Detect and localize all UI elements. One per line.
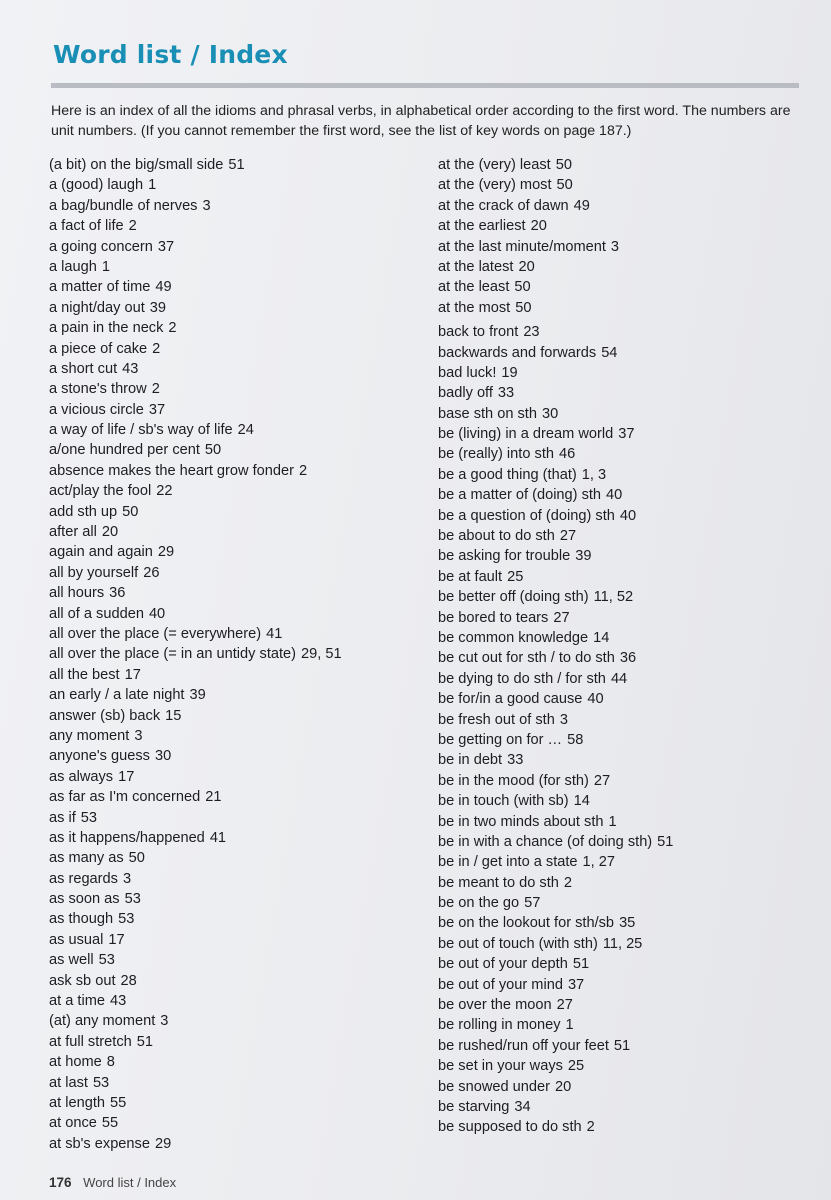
entry-phrase: all of a sudden [49, 605, 144, 622]
entry-phrase: a night/day out [49, 299, 145, 316]
entry-unit-numbers: 26 [143, 564, 160, 581]
index-entry [438, 257, 808, 277]
entry-unit-numbers: 57 [524, 895, 541, 912]
page-title: Word list / Index [53, 40, 288, 69]
entry-unit-numbers: 17 [118, 768, 135, 785]
index-entry [49, 1011, 419, 1031]
entry-phrase: be rolling in money [438, 1017, 561, 1034]
entry-unit-numbers: 3 [134, 727, 143, 744]
index-entry [49, 175, 419, 195]
entry-unit-numbers: 50 [204, 442, 222, 459]
entry-phrase: ask sb out [49, 972, 116, 989]
entry-phrase: be fresh out of sth [438, 711, 555, 728]
entry-phrase: a short cut [49, 360, 118, 377]
entry-unit-numbers: 2 [563, 874, 573, 891]
entry-phrase: a matter of time [49, 279, 151, 296]
entry-phrase: a piece of cake [49, 340, 148, 357]
entry-phrase: be out of your depth [438, 956, 568, 973]
entry-phrase: (at) any moment [49, 1013, 156, 1030]
entry-unit-numbers: 43 [109, 993, 127, 1010]
entry-phrase: be dying to do sth / for sth [438, 670, 606, 687]
entry-phrase: base sth on sth [438, 405, 537, 422]
entry-phrase: at the last minute/moment [438, 238, 606, 255]
entry-unit-numbers: 3 [122, 870, 132, 887]
entry-unit-numbers: 41 [266, 625, 283, 642]
entry-unit-numbers: 49 [573, 197, 590, 214]
index-entry [49, 971, 419, 991]
index-entry [49, 808, 419, 828]
entry-unit-numbers: 20 [101, 524, 119, 541]
index-entry [49, 461, 419, 481]
index-entry [49, 237, 419, 257]
index-entry [438, 567, 808, 587]
index-entry [49, 624, 419, 644]
entry-phrase: be set in your ways [438, 1058, 563, 1075]
entry-unit-numbers: 21 [205, 789, 222, 806]
index-entry [438, 1056, 808, 1076]
entry-unit-numbers: 51 [228, 157, 245, 173]
entry-unit-numbers: 2 [586, 1119, 595, 1136]
index-entry [49, 196, 419, 216]
entry-phrase: be in two minds about sth [438, 813, 604, 830]
entry-phrase: be for/in a good cause [438, 691, 583, 708]
entry-phrase: back to front [438, 324, 519, 341]
index-entry [49, 889, 419, 909]
index-entry [438, 465, 808, 485]
entry-phrase: as always [49, 768, 114, 785]
entry-unit-numbers: 1 [148, 177, 157, 194]
entry-unit-numbers: 28 [120, 972, 137, 989]
index-entry [49, 298, 419, 318]
entry-unit-numbers: 1 [565, 1017, 574, 1034]
index-entry [438, 506, 808, 526]
page-number: 176 [49, 1175, 72, 1190]
entry-phrase: backwards and forwards [438, 344, 597, 361]
entry-phrase: be cut out for sth / to do sth [438, 650, 615, 667]
entry-unit-numbers: 1, 3 [581, 466, 607, 483]
entry-unit-numbers: 54 [601, 344, 618, 361]
index-entry [49, 155, 419, 175]
entry-phrase: at home [49, 1054, 102, 1071]
index-entry [49, 257, 419, 277]
entry-unit-numbers: 20 [554, 1078, 572, 1095]
entry-unit-numbers: 25 [507, 568, 524, 585]
index-entry [438, 1117, 808, 1137]
entry-phrase: be bored to tears [438, 609, 549, 626]
index-entry [438, 587, 808, 607]
index-entry [438, 750, 808, 770]
entry-unit-numbers: 14 [593, 629, 610, 646]
index-entry [49, 420, 419, 440]
entry-phrase: be a question of (doing) sth [438, 507, 615, 524]
entry-phrase: a bag/bundle of nerves [49, 197, 198, 214]
entry-phrase: at the earliest [438, 218, 526, 235]
entry-unit-numbers: 8 [106, 1054, 115, 1071]
entry-unit-numbers: 33 [507, 752, 524, 769]
index-entry [438, 216, 808, 236]
index-entry [49, 746, 419, 766]
index-entry [438, 196, 808, 216]
index-entry [49, 522, 419, 542]
entry-unit-numbers: 3 [559, 711, 568, 728]
entry-unit-numbers: 51 [572, 956, 590, 973]
index-entry [438, 812, 808, 832]
entry-unit-numbers: 2 [299, 462, 308, 479]
index-entry [438, 546, 808, 566]
index-entry [49, 1073, 419, 1093]
entry-unit-numbers: 3 [610, 238, 620, 255]
index-entry [438, 934, 808, 954]
index-entry [438, 424, 808, 444]
entry-unit-numbers: 50 [122, 503, 139, 520]
entry-phrase: be a matter of (doing) sth [438, 487, 602, 504]
entry-phrase: again and again [49, 544, 153, 561]
entry-unit-numbers: 55 [110, 1094, 127, 1111]
index-entry [438, 975, 808, 995]
index-entry [49, 1052, 419, 1072]
index-entry [49, 787, 419, 807]
index-entry [438, 1097, 808, 1117]
entry-phrase: a going concern [49, 238, 153, 255]
index-entry [49, 909, 419, 929]
index-entry [49, 339, 419, 359]
entry-unit-numbers: 37 [567, 976, 585, 993]
entry-phrase: a fact of life [49, 218, 124, 235]
entry-unit-numbers: 40 [606, 487, 623, 504]
index-entry [438, 1036, 808, 1056]
index-entry [438, 237, 808, 257]
entry-unit-numbers: 17 [108, 931, 125, 948]
entry-unit-numbers: 39 [189, 687, 206, 704]
index-entry [438, 954, 808, 974]
entry-unit-numbers: 1 [101, 258, 111, 275]
entry-unit-numbers: 20 [518, 258, 535, 275]
entry-phrase: be on the go [438, 895, 520, 912]
entry-unit-numbers: 24 [237, 422, 254, 439]
index-entry [438, 1015, 808, 1035]
entry-phrase: be at fault [438, 568, 503, 585]
entry-unit-numbers: 2 [168, 320, 177, 337]
entry-unit-numbers: 27 [553, 609, 570, 626]
index-entry [438, 363, 808, 383]
entry-phrase: be snowed under [438, 1078, 550, 1095]
entry-phrase: be common knowledge [438, 629, 589, 646]
index-entry [49, 359, 419, 379]
entry-phrase: as many as [49, 850, 124, 867]
entry-phrase: be in with a chance (of doing sth) [438, 833, 653, 850]
entry-phrase: be getting on for … [438, 731, 563, 748]
entry-unit-numbers: 37 [618, 426, 635, 443]
entry-unit-numbers: 50 [514, 279, 531, 296]
index-entry [49, 318, 419, 338]
index-entry [438, 404, 808, 424]
entry-phrase: all hours [49, 585, 105, 602]
entry-phrase: any moment [49, 727, 130, 744]
entry-phrase: a vicious circle [49, 401, 144, 418]
index-entry [49, 379, 419, 399]
entry-unit-numbers: 22 [156, 483, 173, 500]
entry-unit-numbers: 50 [515, 299, 532, 316]
entry-unit-numbers: 19 [501, 364, 518, 381]
entry-phrase: be in / get into a state [438, 854, 578, 871]
index-entry [49, 767, 419, 787]
entry-unit-numbers: 58 [567, 731, 584, 748]
entry-unit-numbers: 17 [124, 666, 141, 683]
index-entry [438, 1077, 808, 1097]
index-entry [438, 277, 808, 297]
index-entry [49, 542, 419, 562]
entry-phrase: as far as I'm concerned [49, 789, 201, 806]
entry-phrase: at the least [438, 279, 510, 296]
entry-phrase: at the (very) least [438, 157, 551, 173]
entry-phrase: be meant to do sth [438, 874, 559, 891]
entry-unit-numbers: 29 [157, 544, 175, 561]
index-entry [438, 608, 808, 628]
entry-phrase: at last [49, 1074, 88, 1091]
entry-unit-numbers: 27 [593, 772, 611, 789]
entry-unit-numbers: 53 [92, 1074, 110, 1091]
entry-unit-numbers: 29, 51 [301, 646, 342, 663]
footer-section-title: Word list / Index [83, 1175, 177, 1190]
entry-unit-numbers: 11, 25 [602, 935, 643, 952]
index-entry [49, 1134, 419, 1154]
entry-phrase: as though [49, 911, 114, 928]
index-column-right [438, 155, 808, 1138]
index-entry [438, 669, 808, 689]
entry-phrase: as soon as [49, 891, 120, 908]
entry-phrase: (a bit) on the big/small side [49, 157, 224, 173]
entry-unit-numbers: 53 [124, 891, 141, 908]
entry-phrase: all over the place (= in an untidy state) [49, 646, 297, 663]
entry-phrase: add sth up [49, 503, 118, 520]
index-entry [438, 648, 808, 668]
index-entry [49, 277, 419, 297]
index-entry [438, 913, 808, 933]
entry-unit-numbers: 39 [149, 299, 166, 316]
entry-unit-numbers: 36 [109, 585, 126, 602]
entry-phrase: anyone's guess [49, 748, 150, 765]
entry-unit-numbers: 27 [559, 528, 577, 545]
entry-phrase: at full stretch [49, 1033, 132, 1050]
index-entry [49, 583, 419, 603]
entry-unit-numbers: 53 [80, 809, 97, 826]
entry-phrase: be (really) into sth [438, 446, 554, 463]
entry-unit-numbers: 44 [610, 670, 628, 687]
index-column-left [49, 155, 419, 1154]
index-entry [438, 995, 808, 1015]
index-entry [438, 852, 808, 872]
entry-unit-numbers: 50 [556, 177, 573, 194]
entry-unit-numbers: 1, 27 [582, 854, 616, 871]
entry-unit-numbers: 30 [154, 748, 172, 765]
index-entry [49, 481, 419, 501]
entry-phrase: be supposed to do sth [438, 1119, 582, 1136]
index-entry [49, 869, 419, 889]
entry-phrase: at the (very) most [438, 177, 552, 194]
entry-phrase: answer (sb) back [49, 707, 161, 724]
index-entry [438, 791, 808, 811]
entry-phrase: a stone's throw [49, 381, 147, 398]
entry-phrase: at the latest [438, 258, 514, 275]
entry-unit-numbers: 27 [556, 997, 573, 1014]
index-entry [438, 485, 808, 505]
entry-unit-numbers: 11, 52 [593, 589, 634, 606]
entry-phrase: be about to do sth [438, 528, 555, 545]
entry-unit-numbers: 51 [136, 1033, 153, 1050]
index-entry [438, 628, 808, 648]
index-entry [49, 950, 419, 970]
entry-unit-numbers: 29 [154, 1135, 172, 1152]
entry-phrase: act/play the fool [49, 483, 152, 500]
entry-phrase: be over the moon [438, 997, 552, 1014]
intro-paragraph: Here is an index of all the idioms and phrasal verbs, in alphabetical order according to the first word. The numbers are unit numbers. (If you cannot remember the first word, see the list of key words on page 187.) [51, 103, 791, 139]
entry-phrase: at sb's expense [49, 1135, 150, 1152]
index-entry [49, 991, 419, 1011]
entry-phrase: after all [49, 524, 97, 541]
index-entry [438, 444, 808, 464]
entry-phrase: a laugh [49, 258, 97, 275]
entry-phrase: be starving [438, 1098, 510, 1115]
entry-unit-numbers: 20 [530, 218, 547, 235]
index-entry [49, 665, 419, 685]
index-entry [438, 873, 808, 893]
entry-unit-numbers: 40 [587, 691, 604, 708]
index-entry [49, 604, 419, 624]
page-footer [49, 1175, 176, 1190]
entry-unit-numbers: 23 [523, 324, 540, 341]
entry-unit-numbers: 2 [128, 218, 137, 235]
entry-unit-numbers: 33 [497, 385, 515, 402]
entry-phrase: a pain in the neck [49, 320, 164, 337]
entry-unit-numbers: 3 [160, 1013, 169, 1030]
index-entry [438, 771, 808, 791]
entry-unit-numbers: 34 [514, 1098, 531, 1115]
index-entry [49, 400, 419, 420]
entry-unit-numbers: 40 [148, 605, 166, 622]
entry-unit-numbers: 37 [157, 238, 175, 255]
entry-unit-numbers: 30 [541, 405, 559, 422]
index-entry [438, 175, 808, 195]
entry-unit-numbers: 15 [165, 707, 182, 724]
index-entry [49, 1113, 419, 1133]
index-entry [438, 689, 808, 709]
entry-phrase: be out of your mind [438, 976, 563, 993]
index-entry [49, 216, 419, 236]
entry-phrase: be on the lookout for sth/sb [438, 915, 615, 932]
entry-phrase: as it happens/happened [49, 829, 205, 846]
index-entry [438, 298, 808, 318]
entry-phrase: be a good thing (that) [438, 466, 577, 483]
entry-phrase: absence makes the heart grow fonder [49, 462, 294, 479]
index-entry [438, 526, 808, 546]
entry-phrase: all by yourself [49, 564, 139, 581]
entry-phrase: be better off (doing sth) [438, 589, 589, 606]
entry-unit-numbers: 14 [573, 793, 590, 810]
index-entry [438, 383, 808, 403]
entry-phrase: be out of touch (with sth) [438, 935, 598, 952]
entry-phrase: be rushed/run off your feet [438, 1037, 609, 1054]
index-entry [49, 440, 419, 460]
entry-phrase: at the most [438, 299, 511, 316]
entry-unit-numbers: 3 [202, 197, 211, 214]
entry-phrase: at a time [49, 993, 105, 1010]
index-entry [49, 726, 419, 746]
entry-phrase: all the best [49, 666, 120, 683]
index-entry [438, 832, 808, 852]
entry-phrase: at once [49, 1115, 97, 1132]
index-entry [49, 828, 419, 848]
index-entry [438, 710, 808, 730]
entry-unit-numbers: 39 [575, 548, 592, 565]
index-entry [438, 155, 808, 175]
index-entry [49, 563, 419, 583]
entry-phrase: bad luck! [438, 364, 497, 381]
index-entry [49, 930, 419, 950]
entry-phrase: be in the mood (for sth) [438, 772, 589, 789]
index-entry [438, 343, 808, 363]
entry-phrase: at length [49, 1094, 105, 1111]
entry-phrase: as regards [49, 870, 118, 887]
entry-unit-numbers: 36 [619, 650, 637, 667]
index-entry [49, 502, 419, 522]
entry-unit-numbers: 41 [209, 829, 227, 846]
entry-phrase: be (living) in a dream world [438, 426, 614, 443]
entry-phrase: all over the place (= everywhere) [49, 625, 262, 642]
entry-unit-numbers: 1 [608, 813, 617, 830]
entry-unit-numbers: 43 [122, 360, 139, 377]
entry-phrase: an early / a late night [49, 687, 185, 704]
entry-unit-numbers: 40 [619, 507, 637, 524]
entry-phrase: be in touch (with sb) [438, 793, 569, 810]
entry-unit-numbers: 55 [101, 1115, 119, 1132]
index-entry [438, 893, 808, 913]
title-underline [51, 83, 799, 88]
entry-phrase: at the crack of dawn [438, 197, 569, 214]
entry-unit-numbers: 35 [619, 915, 636, 932]
entry-unit-numbers: 2 [151, 381, 160, 398]
entry-phrase: badly off [438, 385, 493, 402]
index-entry [49, 644, 419, 664]
entry-phrase: as if [49, 809, 76, 826]
entry-phrase: as well [49, 952, 94, 969]
index-entry [49, 685, 419, 705]
entry-unit-numbers: 53 [118, 911, 135, 928]
entry-phrase: a (good) laugh [49, 177, 144, 194]
entry-unit-numbers: 25 [567, 1058, 585, 1075]
index-entry [438, 322, 808, 342]
entry-unit-numbers: 2 [152, 340, 161, 357]
entry-phrase: be asking for trouble [438, 548, 571, 565]
entry-unit-numbers: 51 [657, 833, 674, 850]
index-entry [49, 1032, 419, 1052]
entry-phrase: a way of life / sb's way of life [49, 422, 233, 439]
entry-unit-numbers: 46 [559, 446, 576, 463]
entry-unit-numbers: 50 [555, 157, 572, 173]
entry-unit-numbers: 50 [128, 850, 145, 867]
index-entry [49, 848, 419, 868]
entry-unit-numbers: 37 [148, 401, 166, 418]
entry-phrase: be in debt [438, 752, 503, 769]
index-entry [49, 1093, 419, 1113]
entry-unit-numbers: 49 [155, 279, 172, 296]
index-entry [438, 730, 808, 750]
entry-phrase: a/one hundred per cent [49, 442, 200, 459]
entry-phrase: as usual [49, 931, 104, 948]
entry-unit-numbers: 53 [98, 952, 115, 969]
index-entry [49, 706, 419, 726]
entry-unit-numbers: 51 [613, 1037, 631, 1054]
